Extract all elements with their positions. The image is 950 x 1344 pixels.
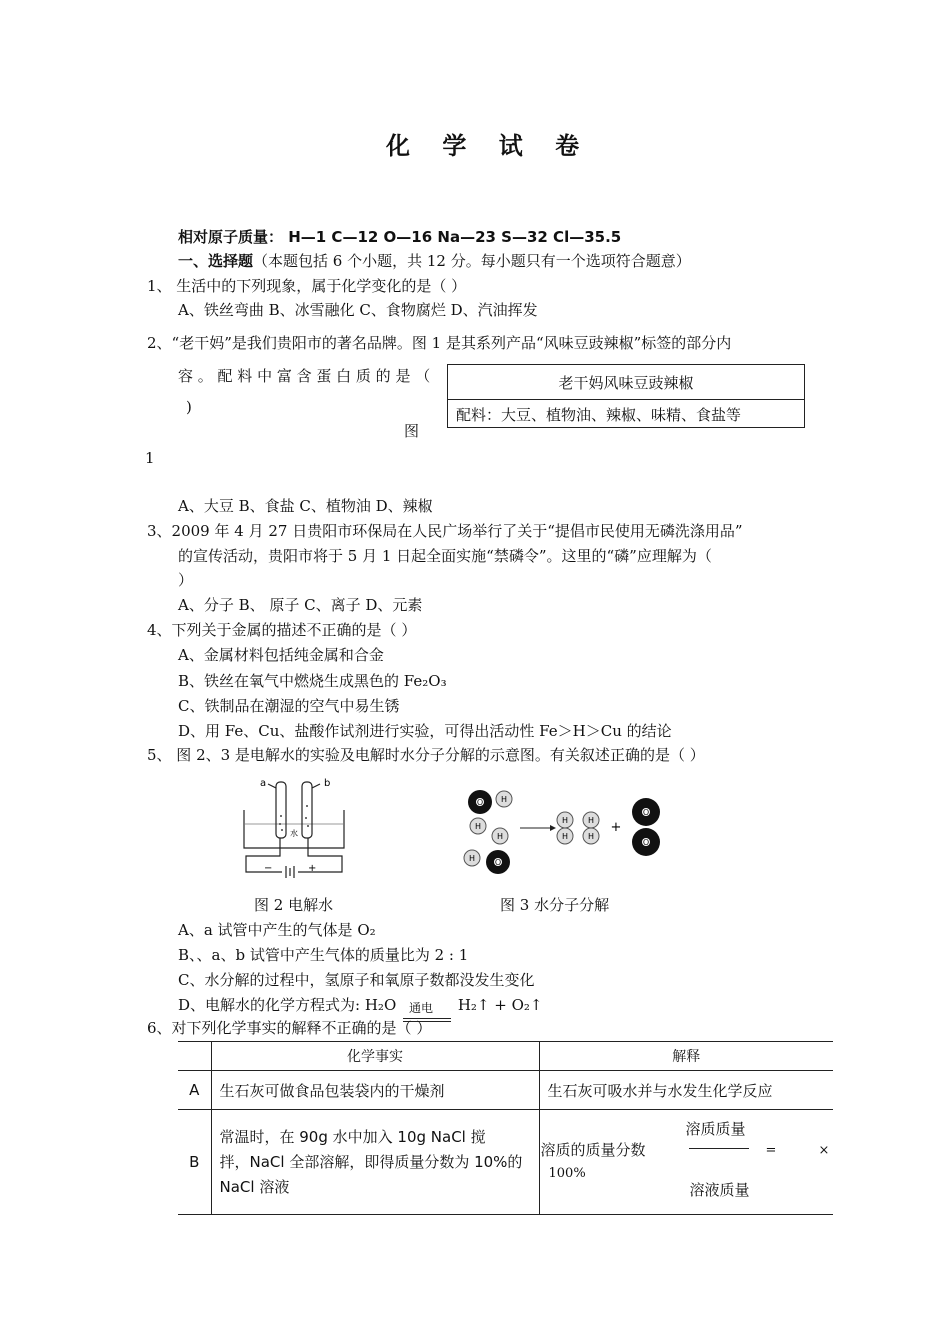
equation-reactant: D、电解水的化学方程式为: H₂O	[178, 996, 397, 1014]
atomic-mass-line: 相对原子质量： H—1 C—12 O—16 Na—23 S—32 Cl—35.5	[178, 228, 622, 246]
electrolysis-apparatus-figure	[236, 776, 356, 880]
fig2-minus: −	[264, 863, 273, 874]
q6-table	[178, 1041, 833, 1215]
fig2-label-water: 水	[290, 829, 298, 838]
product-label-ingredients: 配料：大豆、植物油、辣椒、味精、食盐等	[456, 406, 742, 424]
q3-line1: 3、2009 年 4 月 27 日贵阳市环保局在人民广场举行了关于“提倡市民使用无磷洗涤用品”	[147, 522, 743, 540]
atom-o-label: O	[642, 808, 650, 817]
row-explanation: 生石灰可吸水并与水发生化学反应	[539, 1071, 833, 1110]
fig2-label-a: a	[260, 778, 267, 789]
row-fact-line: 拌，NaCl 全部溶解，即得质量分数为 10%的	[219, 1152, 523, 1171]
fig3-caption: 图 3 水分子分解	[500, 896, 610, 914]
fraction-bar	[689, 1148, 749, 1149]
water-decomposition-figure	[458, 786, 668, 878]
atom-o-label: O	[494, 858, 502, 867]
q4-stem: 4、下列关于金属的描述不正确的是（ ）	[147, 621, 417, 639]
row-fact-line: NaCl 溶液	[219, 1177, 290, 1196]
row-fact: 生石灰可做食品包装袋内的干燥剂	[211, 1071, 539, 1110]
formula-numerator: 溶质质量	[685, 1120, 746, 1138]
q2-line1: 2、“老干妈”是我们贵阳市的著名品牌。图 1 是其系列产品“风味豆豉辣椒”标签的部分内	[147, 334, 732, 352]
table-header-key	[178, 1042, 211, 1071]
table-header-fact: 化学事实	[211, 1042, 539, 1071]
q3-line3: ）	[178, 571, 194, 589]
q4-option-c: C、铁制品在潮湿的空气中易生锈	[178, 697, 400, 715]
atom-h-label: H	[474, 822, 482, 831]
fig2-caption: 图 2 电解水	[254, 896, 334, 914]
q5-stem: 5、 图 2、3 是电解水的实验及电解时水分子分解的示意图。有关叙述正确的是（ ）	[147, 746, 705, 764]
row-key: A	[178, 1071, 211, 1110]
row-fact-line: 常温时，在 90g 水中加入 10g NaCl 搅	[219, 1127, 486, 1146]
atom-o-label: O	[642, 838, 650, 847]
q5-option-d	[178, 995, 542, 1015]
q6-stem: 6、对下列化学事实的解释不正确的是（ ）	[147, 1019, 432, 1037]
formula-equals: =	[765, 1143, 777, 1158]
table-header-row	[178, 1042, 833, 1071]
formula-times: ×	[818, 1143, 830, 1158]
atom-o-label: O	[476, 798, 484, 807]
table-header-explanation: 解释	[539, 1042, 833, 1071]
atom-h-label: H	[496, 832, 504, 841]
formula-left: 溶质的质量分数	[540, 1141, 646, 1159]
q2-line3: )	[186, 398, 192, 416]
q2-figure-label: 图	[404, 422, 420, 440]
q2-figure-number: 1	[145, 449, 155, 467]
q1-options: A、铁丝弯曲 B、冰雪融化 C、食物腐烂 D、汽油挥发	[178, 301, 538, 319]
q4-option-a: A、金属材料包括纯金属和合金	[178, 646, 384, 664]
q4-option-b: B、铁丝在氧气中燃烧生成黑色的 Fe₂O₃	[178, 672, 447, 690]
atom-h-label: H	[500, 795, 508, 804]
section-title: 一、选择题	[178, 252, 254, 270]
fig2-label-b: b	[324, 778, 331, 789]
q3-options: A、分子 B、 原子 C、离子 D、元素	[178, 596, 423, 614]
q5-option-c: C、水分解的过程中，氢原子和氧原子数都没发生变化	[178, 971, 535, 989]
fig2-plus: +	[308, 863, 317, 874]
product-label	[447, 364, 805, 428]
row-fact	[211, 1110, 539, 1215]
q2-options: A、大豆 B、食盐 C、植物油 D、辣椒	[178, 497, 433, 515]
formula-denominator: 溶液质量	[689, 1181, 750, 1199]
row-explanation	[539, 1110, 833, 1215]
q1-stem: 1、 生活中的下列现象，属于化学变化的是（ ）	[147, 277, 467, 295]
atom-h-label: H	[587, 816, 595, 825]
atom-h-label: H	[587, 832, 595, 841]
atom-h-label: H	[561, 816, 569, 825]
section-note: （本题包括 6 个小题，共 12 分。每小题只有一个选项符合题意）	[253, 252, 691, 270]
equation-condition: 通电	[409, 1001, 434, 1015]
row-key: B	[178, 1110, 211, 1215]
q2-line2: 容 。 配 料 中 富 含 蛋 白 质 的 是 （	[178, 367, 431, 385]
formula-percent: 100%	[548, 1166, 586, 1181]
q5-option-a: A、a 试管中产生的气体是 O₂	[178, 921, 376, 939]
product-label-title: 老干妈风味豆豉辣椒	[448, 365, 804, 400]
section-heading	[178, 251, 691, 271]
atom-h-label: H	[468, 854, 476, 863]
page-title: 化 学 试 卷	[386, 132, 592, 160]
q3-line2: 的宣传活动，贵阳市将于 5 月 1 日起全面实施“禁磷令”。这里的“磷”应理解为（	[178, 547, 712, 565]
q4-option-d: D、用 Fe、Cu、盐酸作试剂进行实验，可得出活动性 Fe＞H＞Cu 的结论	[178, 722, 672, 740]
atom-h-label: H	[561, 832, 569, 841]
q5-option-b: B、、a、b 试管中产生气体的质量比为 2 : 1	[178, 946, 469, 964]
table-row	[178, 1110, 833, 1215]
equation-products: H₂↑ + O₂↑	[457, 996, 543, 1014]
plus-sign: +	[610, 820, 622, 835]
table-row	[178, 1071, 833, 1110]
